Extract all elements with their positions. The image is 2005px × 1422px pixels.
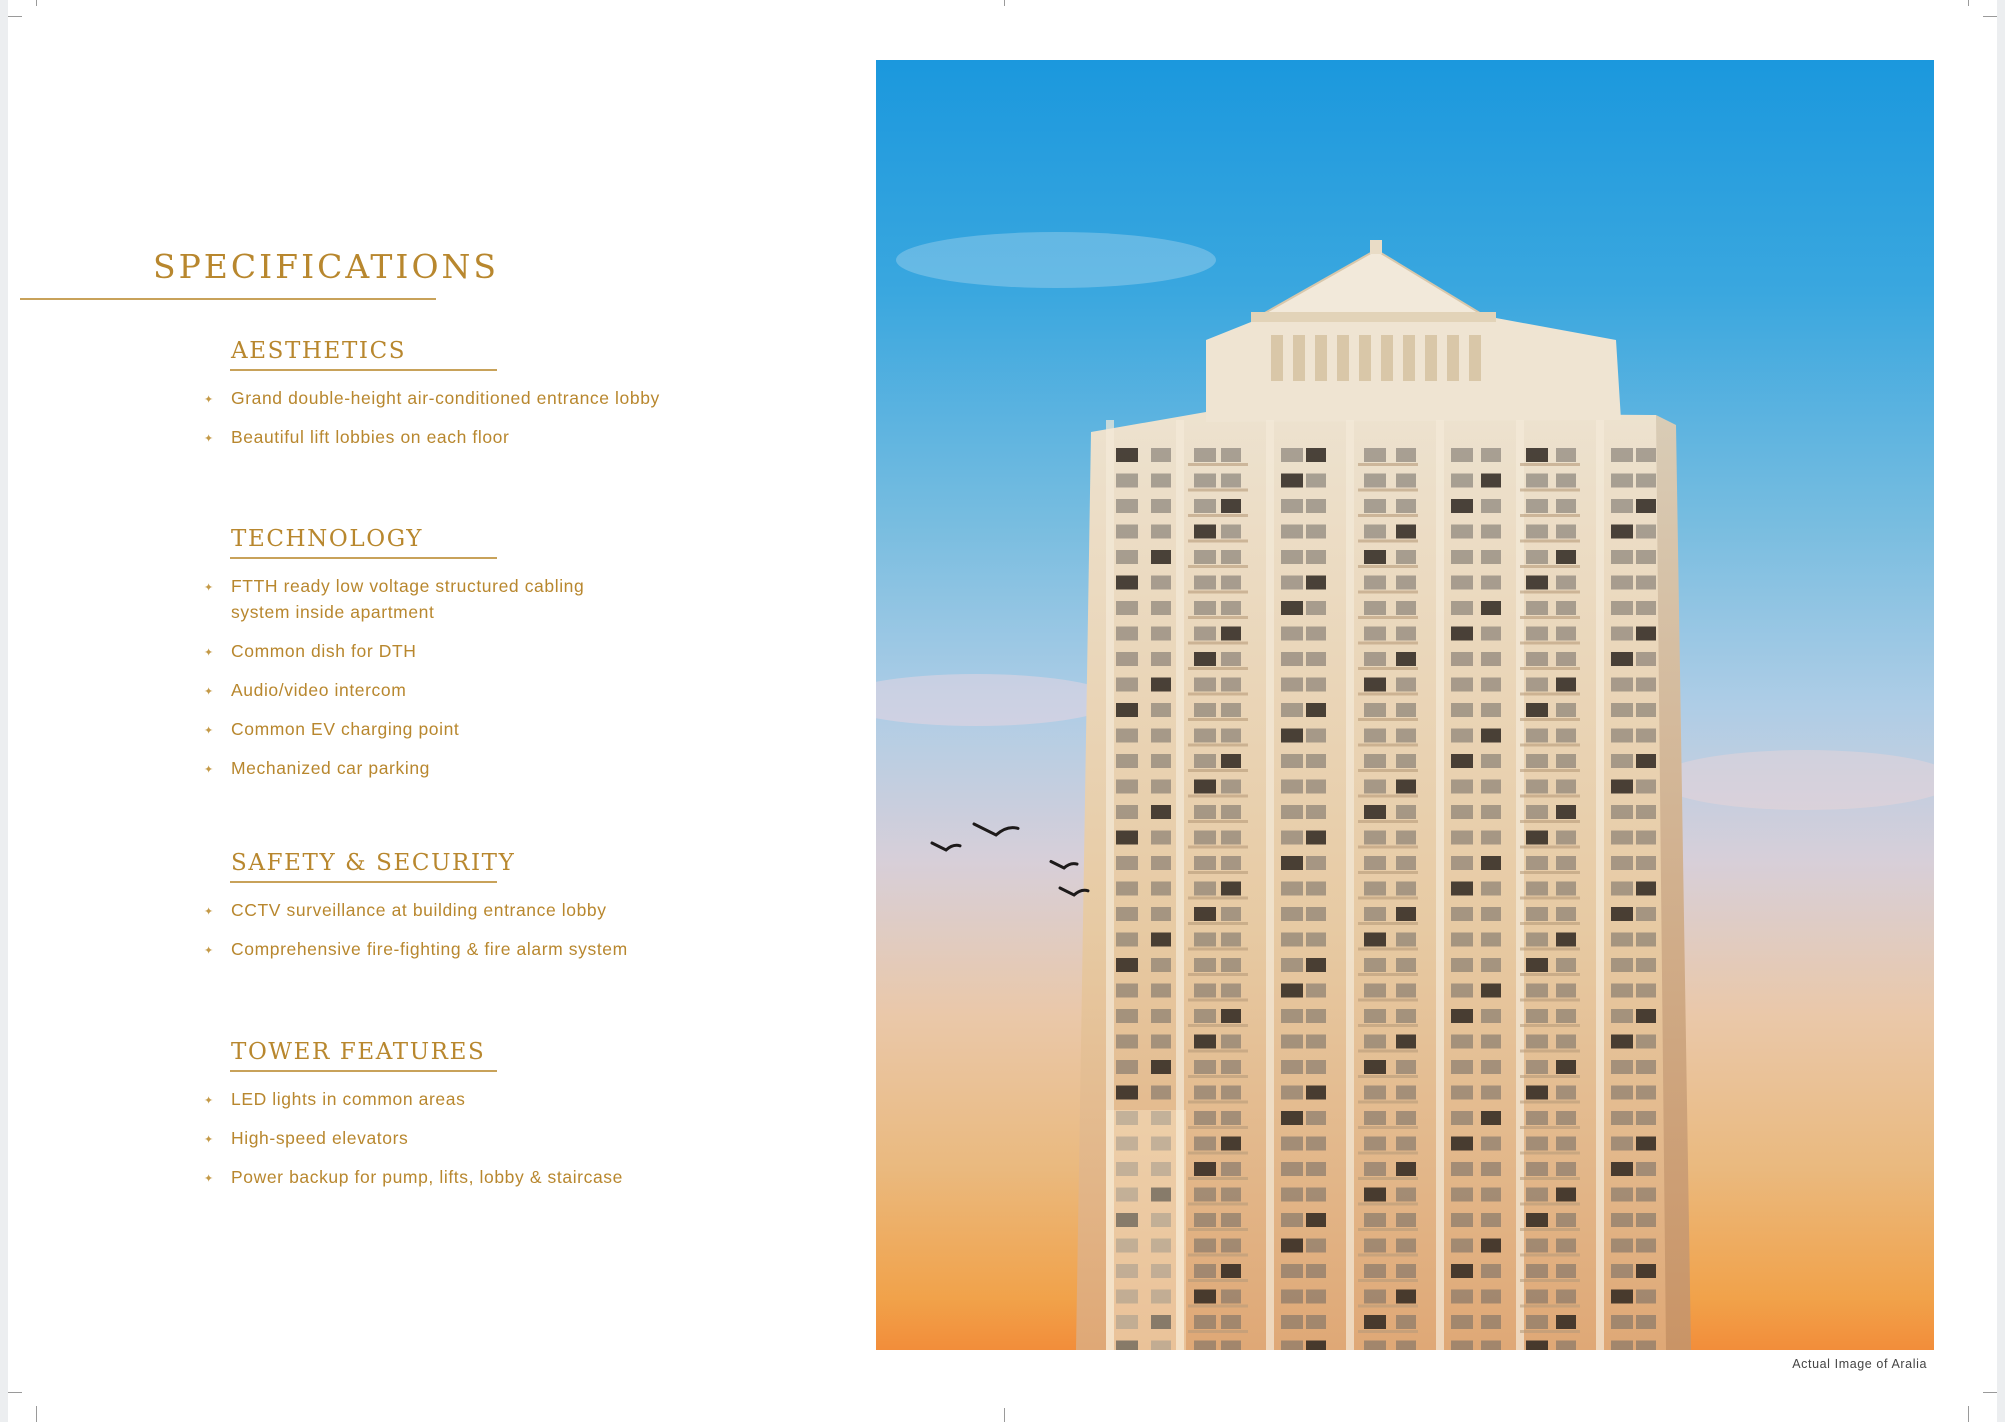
- spec-item: [203, 897, 763, 923]
- spec-item: [203, 936, 763, 962]
- spec-item: [203, 385, 763, 411]
- four-point-star-icon: ✦: [204, 906, 214, 918]
- four-point-star-icon: ✦: [204, 1095, 214, 1107]
- spec-list: [203, 385, 763, 450]
- spec-item-text: FTTH ready low voltage structured cabling: [231, 576, 585, 596]
- spec-list: [203, 897, 763, 962]
- four-point-star-icon: ✦: [204, 686, 214, 698]
- spec-item-text: Beautiful lift lobbies on each floor: [231, 427, 510, 447]
- section-underline: [230, 369, 497, 371]
- section-underline: [230, 881, 497, 883]
- spec-item-text: Power backup for pump, lifts, lobby & staircase: [231, 1167, 623, 1187]
- spec-item-text: High-speed elevators: [231, 1128, 409, 1148]
- spec-section: [203, 336, 763, 463]
- spec-item-text: CCTV surveillance at building entrance lobby: [231, 900, 607, 920]
- section-underline: [230, 557, 497, 559]
- spec-item-text: Common dish for DTH: [231, 641, 417, 661]
- spec-section: [203, 524, 763, 794]
- four-point-star-icon: ✦: [204, 582, 214, 594]
- crop-mark: [8, 16, 22, 17]
- fold-mark: [1004, 1408, 1005, 1422]
- four-point-star-icon: ✦: [204, 764, 214, 776]
- section-heading: AESTHETICS: [231, 338, 407, 364]
- four-point-star-icon: ✦: [204, 945, 214, 957]
- four-point-star-icon: ✦: [204, 433, 214, 445]
- spec-item-text: system inside apartment: [231, 602, 435, 622]
- spec-item: [203, 638, 763, 664]
- section-heading: SAFETY & SECURITY: [231, 850, 516, 876]
- four-point-star-icon: ✦: [204, 647, 214, 659]
- section-underline: [230, 1070, 497, 1072]
- four-point-star-icon: ✦: [204, 725, 214, 737]
- spec-item-text: Audio/video intercom: [231, 680, 407, 700]
- section-heading: TOWER FEATURES: [231, 1039, 486, 1065]
- spec-item: [203, 716, 763, 742]
- four-point-star-icon: ✦: [204, 1134, 214, 1146]
- spec-item-text: LED lights in common areas: [231, 1089, 466, 1109]
- spec-item: [203, 1125, 763, 1151]
- tower-illustration: [876, 60, 1934, 1350]
- photo-caption: Actual Image of Aralia: [1792, 1357, 1927, 1371]
- crop-mark: [1983, 16, 1997, 17]
- spec-item: [203, 1086, 763, 1112]
- tower-photo: [876, 60, 1934, 1350]
- spec-item: [203, 424, 763, 450]
- spec-item-text: Grand double-height air-conditioned entrance lobby: [231, 388, 660, 408]
- spec-item: [203, 573, 763, 625]
- tower-building: [1076, 240, 1691, 1350]
- four-point-star-icon: ✦: [204, 394, 214, 406]
- spec-list: [203, 573, 763, 781]
- spec-item: [203, 677, 763, 703]
- spec-section: [203, 848, 763, 975]
- crop-mark: [1968, 0, 1969, 6]
- crop-mark: [36, 1406, 37, 1422]
- brochure-page: [8, 0, 1997, 1422]
- crop-mark: [36, 0, 37, 6]
- spec-item: [203, 1164, 763, 1190]
- section-heading: TECHNOLOGY: [231, 526, 424, 552]
- birds: [932, 824, 1088, 895]
- title-underline: [20, 298, 436, 300]
- crop-mark: [1983, 1392, 1997, 1393]
- spec-item-text: Comprehensive fire-fighting & fire alarm system: [231, 939, 628, 959]
- spec-item-text: Common EV charging point: [231, 719, 460, 739]
- page-title: SPECIFICATIONS: [153, 247, 499, 286]
- fold-mark: [1004, 0, 1005, 6]
- spec-item-text: Mechanized car parking: [231, 758, 430, 778]
- spec-list: [203, 1086, 763, 1190]
- crop-mark: [8, 1392, 22, 1393]
- crop-mark: [1968, 1406, 1969, 1422]
- spec-section: [203, 1037, 763, 1203]
- spec-item: [203, 755, 763, 781]
- four-point-star-icon: ✦: [204, 1173, 214, 1185]
